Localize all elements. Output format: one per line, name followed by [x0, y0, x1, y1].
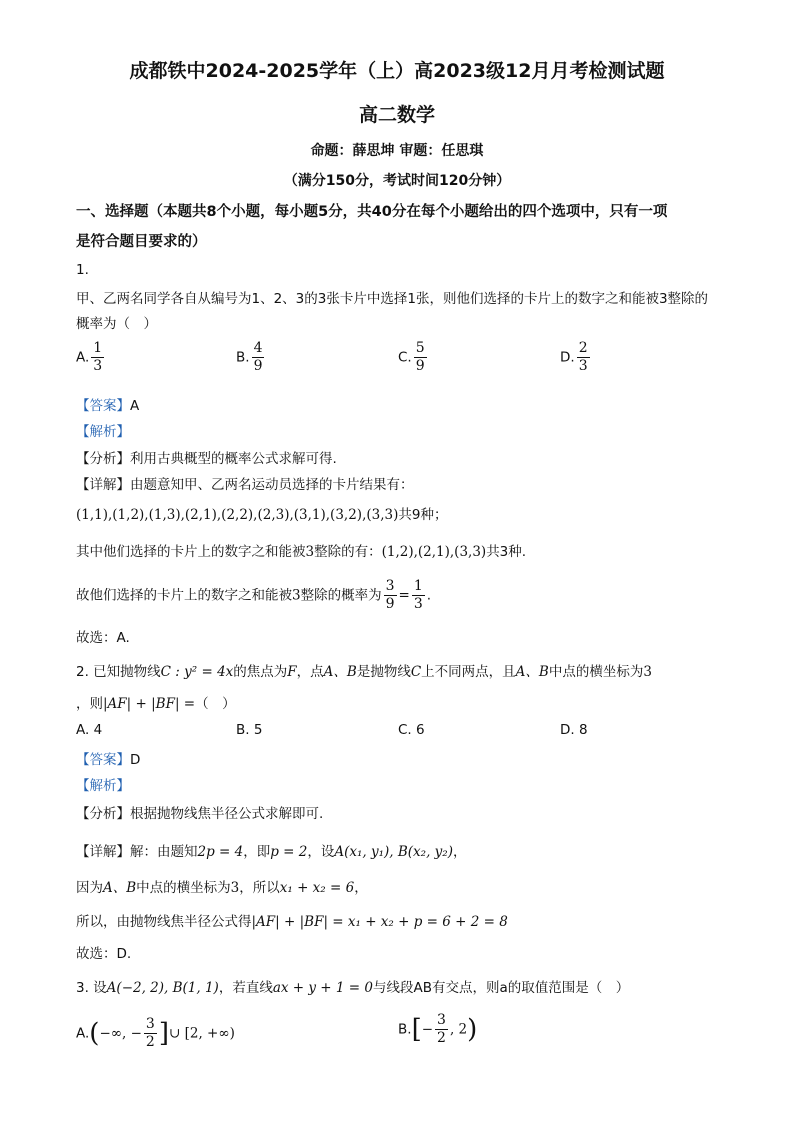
q1-choose: 故选：A. — [76, 630, 130, 646]
q2-fenxi: 【分析】根据抛物线焦半径公式求解即可. — [76, 806, 324, 822]
q3-option-a: A.(−∞, − $\frac{3}{2}$ ]∪ [2, +∞) — [76, 1016, 235, 1050]
exam-authors: 命题：薛思坤 审题：任思琪 — [310, 143, 484, 159]
q1-detail-line2: 其中他们选择的卡片上的数字之和能被3整除的有：(1,2),(2,1),(3,3)共3种. — [76, 544, 527, 560]
q1-stem-line1: 甲、乙两名同学各自从编号为1、2、3的3张卡片中选择1张，则他们选择的卡片上的数字之和能被3整除的 — [76, 291, 709, 307]
q1-option-b: B. $\frac{4}{9}$ — [236, 340, 263, 374]
q1-detail-line1: 【详解】由题意知甲、乙两名运动员选择的卡片结果有： — [76, 477, 414, 493]
q2-option-b: B. 5 — [236, 722, 263, 738]
q1-number: 1. — [76, 262, 89, 278]
q1-stem-line2: 概率为（ ） — [76, 316, 157, 332]
q3-option-b: B.[− $\frac{3}{2}$ , 2) — [398, 1012, 478, 1046]
exam-subject: 高二数学 — [358, 104, 435, 126]
exam-info: （满分150分，考试时间120分钟） — [283, 173, 511, 189]
q3-stem: 3. 设A(−2, 2), B(1, 1)，若直线ax + y + 1 = 0与线段AB有交点，则a的取值范围是（ ） — [76, 980, 630, 996]
q1-detail-line3: 故他们选择的卡片上的数字之和能被3整除的概率为 $\frac{3}{9}$ = $\frac{1}{3}$ . — [76, 578, 432, 612]
q2-answer: 【答案】D — [76, 752, 141, 768]
q2-detail-line3: 所以，由抛物线焦半径公式得|AF| + |BF| = x₁ + x₂ + p = 6 + 2 = 8 — [76, 914, 508, 930]
q2-option-c: C. 6 — [398, 722, 425, 738]
q2-analysis-tag: 【解析】 — [76, 778, 130, 794]
q1-pairs-line: (1,1),(1,2),(1,3),(2,1),(2,2),(2,3),(3,1),(3,2),(3,3)共9种； — [76, 507, 448, 523]
section-heading-line1: 一、选择题（本题共8个小题，每小题5分，共40分在每个小题给出的四个选项中，只有一项 — [76, 204, 668, 220]
q2-stem-line2: ，则|AF| + |BF| =（ ） — [76, 696, 236, 712]
q2-detail-line1: 【详解】解：由题知2p = 4，即p = 2，设A(x₁, y₁), B(x₂, y₂)， — [76, 844, 467, 860]
q1-option-a: A. $\frac{1}{3}$ — [76, 340, 103, 374]
q1-analysis-tag: 【解析】 — [76, 424, 130, 440]
q2-stem-line1: 2. 已知抛物线C : y² = 4x的焦点为F，点A、B是抛物线C上不同两点，且A、B中点的横坐标为3 — [76, 664, 652, 680]
q2-detail-line2: 因为A、B中点的横坐标为3，所以x₁ + x₂ = 6， — [76, 880, 368, 896]
q1-option-c: C. $\frac{5}{9}$ — [398, 340, 425, 374]
section-heading-line2: 是符合题目要求的） — [76, 234, 207, 250]
q2-option-a: A. 4 — [76, 722, 103, 738]
exam-title: 成都铁中2024-2025学年（上）高2023级12月月考检测试题 — [129, 60, 665, 82]
q2-option-d: D. 8 — [560, 722, 588, 738]
q1-option-d: D. $\frac{2}{3}$ — [560, 340, 588, 374]
q2-choose: 故选：D. — [76, 946, 132, 962]
q1-answer: 【答案】A — [76, 398, 140, 414]
q1-fenxi: 【分析】利用古典概型的概率公式求解可得. — [76, 451, 337, 467]
